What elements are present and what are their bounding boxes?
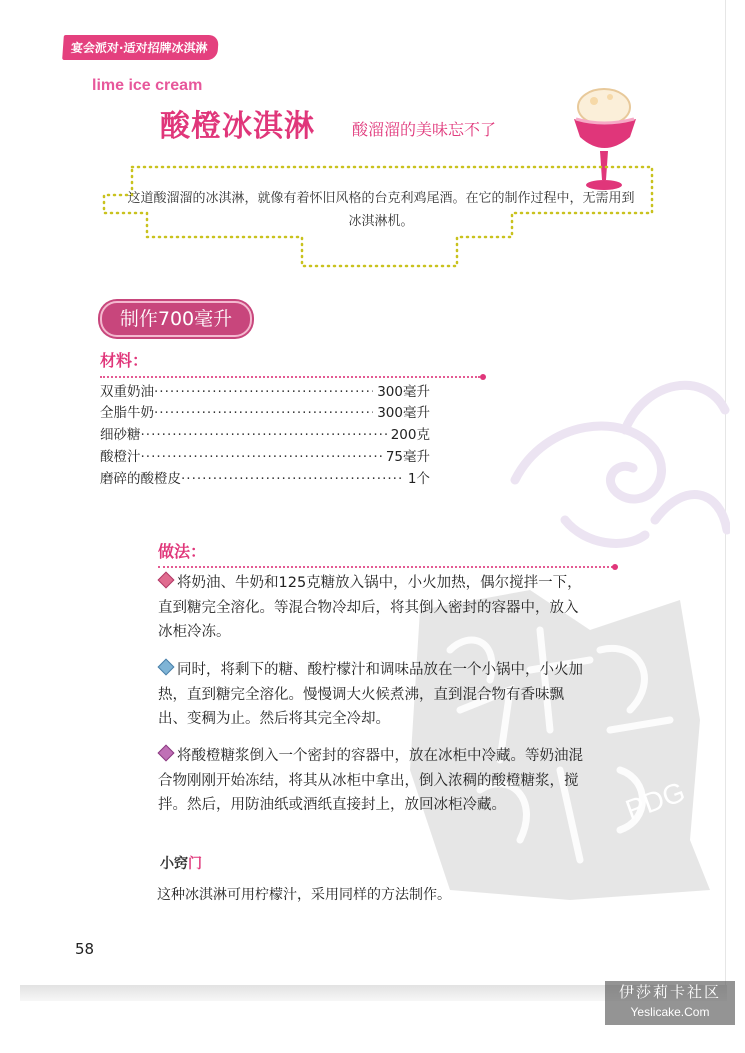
ingredient-name: 全脂牛奶 bbox=[100, 405, 154, 421]
watermark-line1: 伊莎莉卡社区 bbox=[618, 983, 721, 1001]
method-step bbox=[158, 744, 590, 818]
method-divider bbox=[158, 566, 613, 568]
tag-part1: 宴会派对· bbox=[70, 41, 125, 55]
ingredient-name: 磨碎的酸橙皮 bbox=[100, 471, 181, 487]
tip-heading bbox=[160, 853, 202, 873]
method-step bbox=[158, 658, 590, 732]
page-title: 酸橙冰淇淋 bbox=[160, 109, 315, 144]
ingredient-row bbox=[100, 425, 430, 446]
page-subtitle: 酸溜溜的美味忘不了 bbox=[352, 120, 497, 139]
ingredients-heading: 材料： bbox=[100, 351, 149, 370]
tip-heading-a: 小窍 bbox=[160, 856, 188, 872]
step-text: 将酸橙糖浆倒入一个密封的容器中，放在冰柜中冷藏。等奶油混合物刚刚开始冻结，将其从冰柜中拿出，倒入浓稠的酸橙糖浆，搅拌。然后，用防油纸或酒纸直接封上，放回冰柜冷藏。 bbox=[158, 748, 583, 813]
step-text: 将奶油、牛奶和125克糖放入锅中，小火加热，偶尔搅拌一下，直到糖完全溶化。等混合物冷却后，将其倒入密封的容器中，放入冰柜冷冻。 bbox=[158, 575, 582, 640]
divider-dot bbox=[480, 374, 486, 380]
decorative-swirl bbox=[505, 360, 730, 560]
yield-badge: 制作700毫升 bbox=[100, 301, 252, 337]
ingredient-row bbox=[100, 447, 430, 468]
ingredient-name: 细砂糖 bbox=[100, 427, 141, 443]
divider-dot bbox=[612, 564, 618, 570]
step-bullet-icon bbox=[158, 659, 175, 676]
site-watermark bbox=[605, 981, 735, 1025]
ingredient-qty: 300毫升 bbox=[377, 384, 430, 400]
tip-heading-b: 门 bbox=[188, 856, 202, 872]
ingredient-qty: 75毫升 bbox=[385, 449, 430, 465]
tag-part2: 适对招牌冰淇淋 bbox=[123, 41, 209, 55]
ingredients-divider bbox=[100, 376, 480, 378]
english-title: lime ice cream bbox=[92, 77, 203, 94]
method-heading: 做法： bbox=[158, 542, 207, 561]
watermark-line2: Yeslicake.Com bbox=[630, 1005, 710, 1019]
intro-text: 这道酸溜溜的冰淇淋，就像有着怀旧风格的台克利鸡尾酒。在它的制作过程中，无需用到冰淇淋机。 bbox=[127, 191, 635, 229]
ingredient-qty: 1个 bbox=[407, 471, 430, 487]
step-bullet-icon bbox=[158, 745, 175, 762]
ingredient-qty: 200克 bbox=[390, 427, 430, 443]
ingredient-qty: 300毫升 bbox=[377, 405, 430, 421]
stamp-text: PDG bbox=[621, 775, 690, 826]
ingredient-row bbox=[100, 469, 430, 490]
ingredient-name: 双重奶油 bbox=[100, 384, 154, 400]
category-tag bbox=[62, 35, 218, 60]
page-number: 58 bbox=[75, 940, 95, 958]
ingredient-row bbox=[100, 403, 430, 424]
tip-text: 这种冰淇淋可用柠檬汁，采用同样的方法制作。 bbox=[157, 887, 451, 903]
method-step bbox=[158, 571, 590, 645]
step-bullet-icon bbox=[158, 572, 175, 589]
ingredient-row bbox=[100, 382, 430, 403]
ingredient-name: 酸橙汁 bbox=[100, 449, 141, 465]
step-text: 同时，将剩下的糖、酸柠檬汁和调味品放在一个小锅中，小火加热，直到糖完全溶化。慢慢调大火候煮沸，直到混合物有香味飘出、变稠为止。然后将其完全冷却。 bbox=[158, 662, 583, 727]
